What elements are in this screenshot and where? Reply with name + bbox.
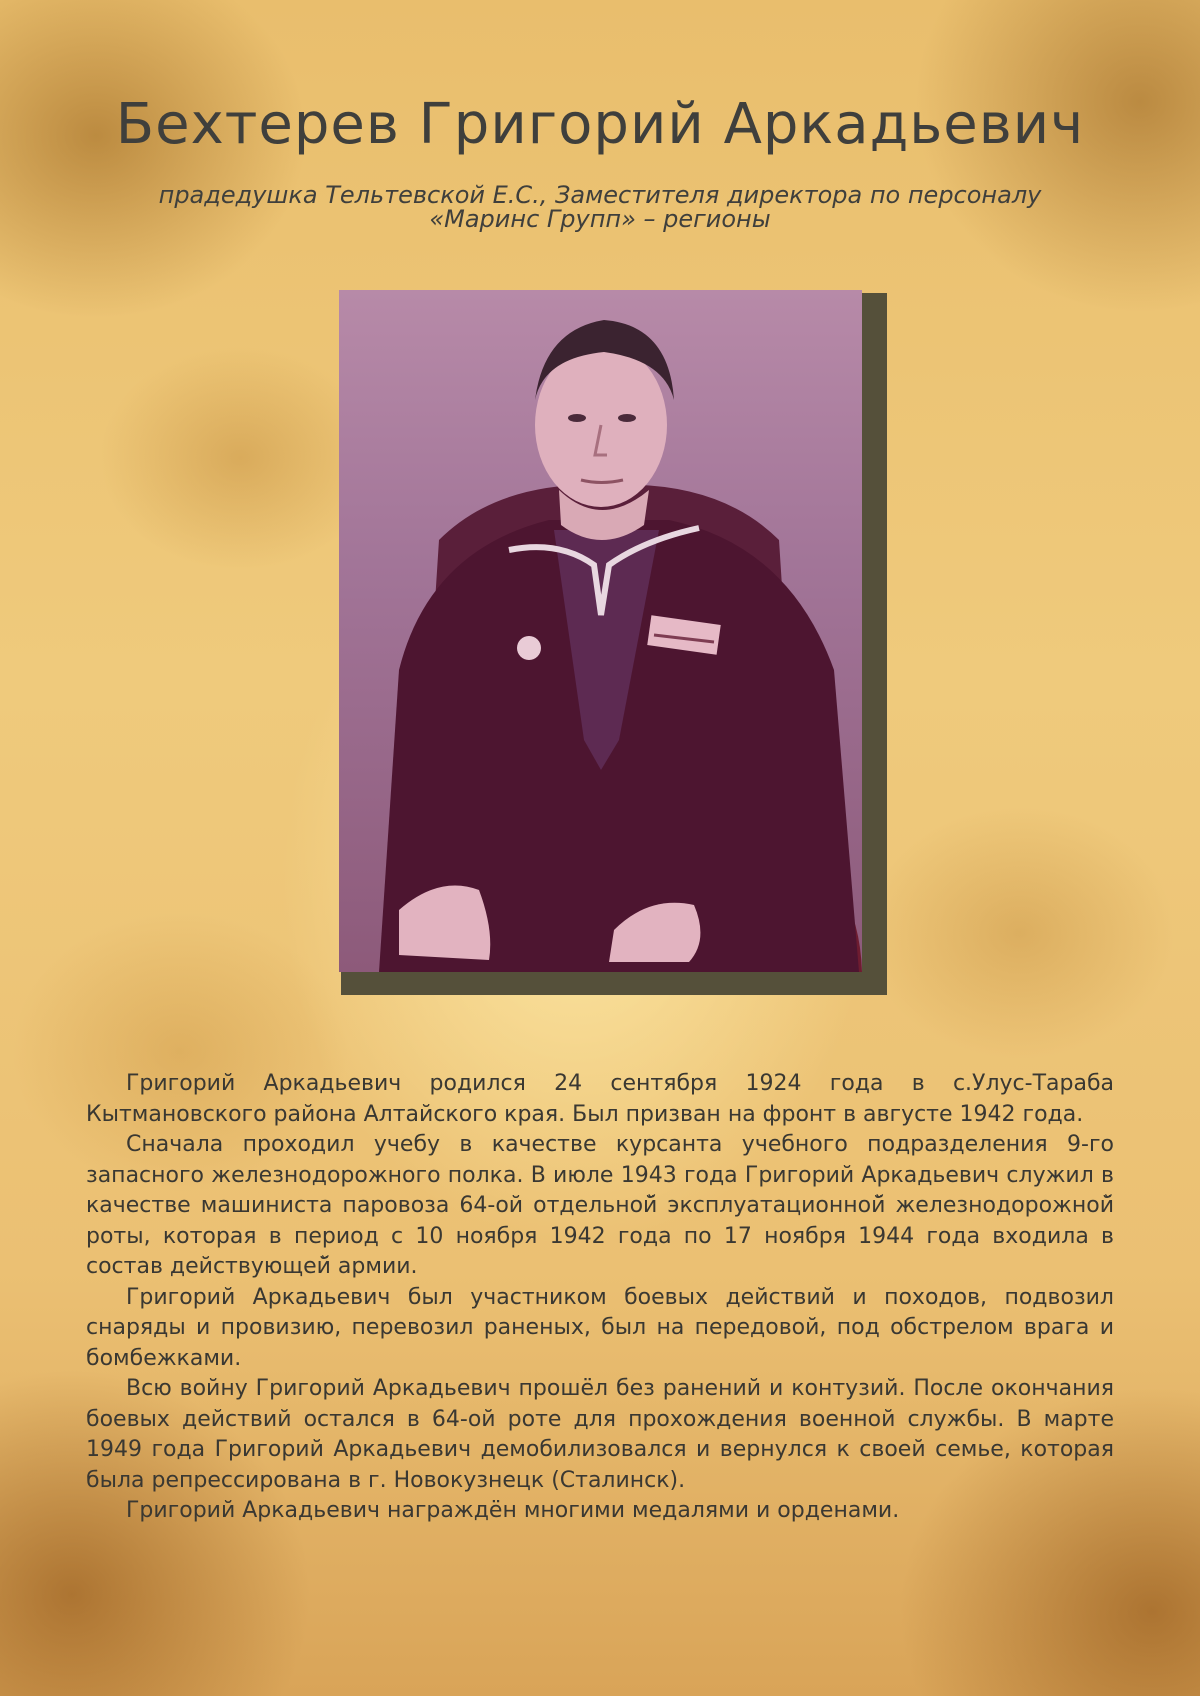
paragraph-2: Сначала проходил учебу в качестве курсанта учебного подразделения 9-го запасного железнодорожного полка. В июле 1943 года Григорий Аркадьевич служил в качестве машиниста паровоза 64-ой отдельной̆ эксплуатационной̆ железнодорожной̆ роты, которая в период с 10 ноября 1942 года по 17 ноября 1944 года входила в состав действующей̆ армии.	[86, 1132, 1114, 1279]
subtitle-line-1: прадедушка Тельтевской Е.С., Заместителя директора по персоналу	[158, 181, 1042, 209]
paragraph-4: Всю войну Григорий Аркадьевич прошёл без ранений и контузий. После окончания боевых действий остался в 64-ой роте для прохождения военной службы. В марте 1949 года Григорий Аркадьевич демобилизовался и вернулся к своей семье, которая была репрессирована в г. Новокузнецк (Сталинск).	[86, 1376, 1114, 1493]
page-title: Бехтерев Григорий Аркадьевич	[115, 92, 1085, 157]
subtitle-line-2: «Маринс Групп» – регионы	[429, 205, 771, 233]
page-subtitle	[100, 183, 1100, 231]
biography-text	[86, 1069, 1114, 1527]
paragraph-5: Григорий Аркадьевич награждён многими медалями и орденами.	[126, 1498, 900, 1523]
paragraph-1: Григорий Аркадьевич родился 24 сентября 1924 года в с.Улус-Тараба Кытмановского района Алтайского края. Был призван на фронт в августе 1942 года.	[86, 1071, 1114, 1127]
portrait-illustration	[339, 290, 862, 972]
paragraph-3: Григорий Аркадьевич был участником боевых действий и походов, подвозил снаряды и провизию, перевозил раненых, был на передовой, под обстрелом врага и бомбежками.	[86, 1284, 1114, 1371]
portrait-photo	[339, 290, 862, 972]
